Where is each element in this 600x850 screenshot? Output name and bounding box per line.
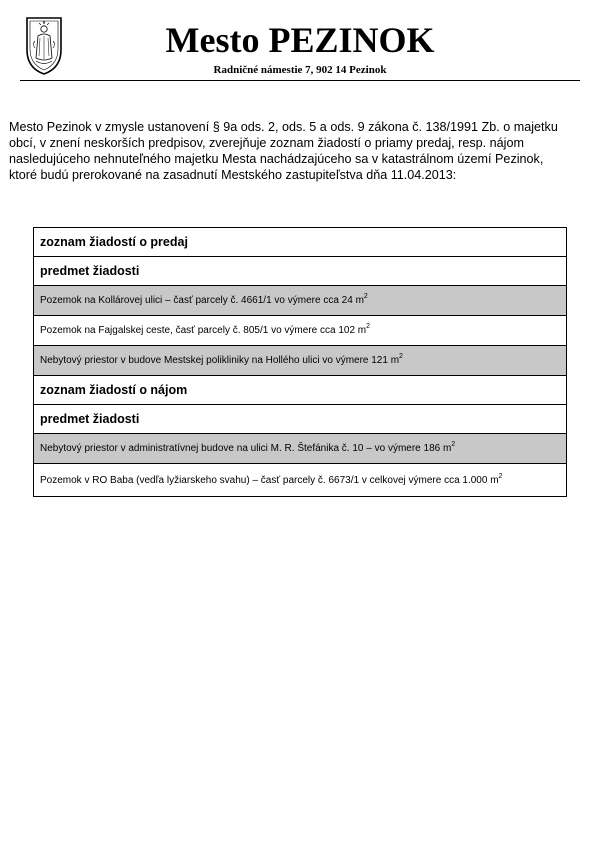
sale-item: Nebytový priestor v budove Mestskej polikliniky na Hollého ulici vo výmere 121 $m^2$ xyxy=(34,346,567,376)
lease-heading: zoznam žiadostí o nájom xyxy=(34,376,567,405)
table-row xyxy=(34,434,567,464)
table-row xyxy=(34,376,567,405)
intro-line: Mesto Pezinok v zmysle ustanovení § 9a ods. 2, ods. 5 a ods. 9 zákona č. 138/1991 Zb. o majetku xyxy=(9,120,558,134)
lease-item: Pozemok v RO Baba (vedľa lyžiarskeho svahu) – časť parcely č. 6673/1 v celkovej výmere cca 1.000 $m^2$ xyxy=(34,464,567,497)
sale-item: Pozemok na Kollárovej ulici – časť parcely č. 4661/1 vo výmere cca 24 $m^2$ xyxy=(34,286,567,316)
sale-item: Pozemok na Fajgalskej ceste, časť parcely č. 805/1 vo výmere cca 102 $m^2$ xyxy=(34,316,567,346)
lease-subheading: predmet žiadosti xyxy=(34,405,567,434)
intro-line: ktoré budú prerokované na zasadnutí Mestského zastupiteľstva dňa 11.04.2013: xyxy=(9,168,457,182)
table-row xyxy=(34,316,567,346)
table-row xyxy=(34,286,567,316)
table-row xyxy=(34,228,567,257)
lease-item: Nebytový priestor v administratívnej budove na ulici M. R. Štefánika č. 10 – vo výmere 186 $m^2$ xyxy=(34,434,567,464)
page-title: Mesto PEZINOK xyxy=(165,20,435,60)
table-row xyxy=(34,346,567,376)
sale-subheading: predmet žiadosti xyxy=(34,257,567,286)
header-divider xyxy=(20,80,580,81)
table-row xyxy=(34,257,567,286)
table-row xyxy=(34,405,567,434)
requests-table xyxy=(33,227,567,497)
address-line: Radničné námestie 7, 902 14 Pezinok xyxy=(213,64,387,76)
intro-paragraph xyxy=(9,119,591,183)
intro-line: obcí, v znení neskorších predpisov, zverejňuje zoznam žiadostí o priamy predaj, resp. nájom xyxy=(9,136,524,150)
sale-heading: zoznam žiadostí o predaj xyxy=(34,228,567,257)
table-row xyxy=(34,464,567,497)
intro-line: nasledujúceho nehnuteľného majetku Mesta nachádzajúceho sa v katastrálnom území Pezinok, xyxy=(9,152,544,166)
